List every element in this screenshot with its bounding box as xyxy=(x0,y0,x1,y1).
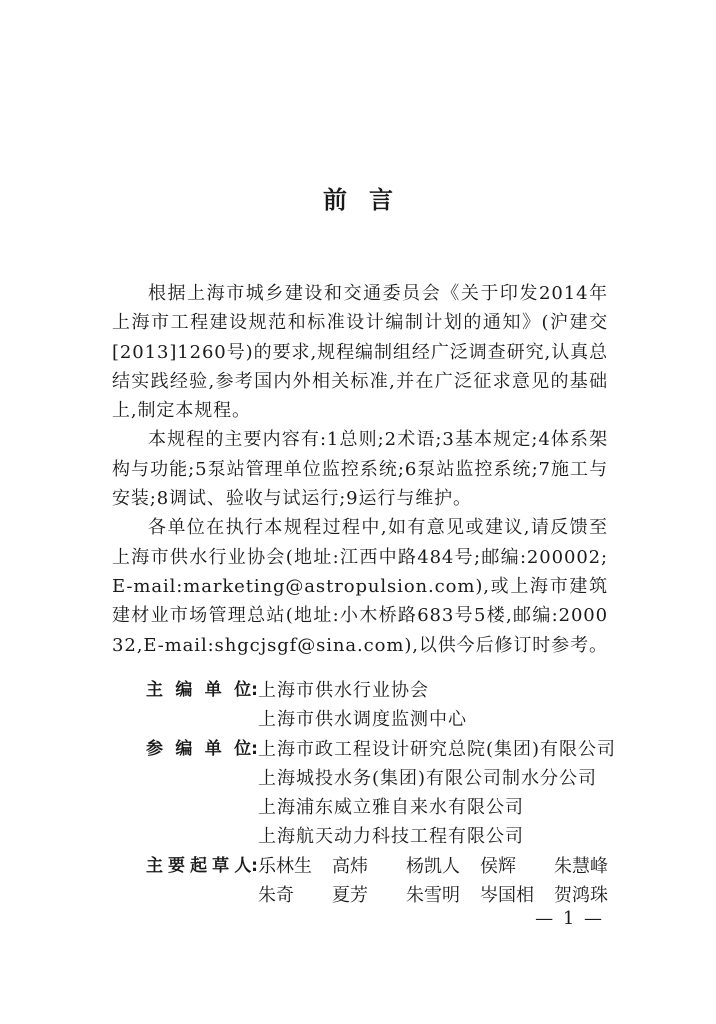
participating-editors-units xyxy=(258,735,616,852)
paragraph-feedback: 各单位在执行本规程过程中,如有意见或建议,请反馈至上海市供水行业协会(地址:江西中路484号;邮编:200002;E-mail:marketing@astropulsion.com),或上海市建筑建材业市场管理总站(地址:小木桥路683号5楼,邮编:200032,E-mail:shgcjsgf@sina.com),以供今后修订时参考。 xyxy=(112,517,608,656)
label-char: 要 xyxy=(168,855,186,876)
drafter-name: 乐林生 xyxy=(258,855,312,877)
chief-editor-row xyxy=(146,676,616,735)
drafter-name: 杨凯人 xyxy=(406,855,460,877)
drafter-name: 侯辉 xyxy=(480,855,516,877)
participating-unit: 上海浦东威立雅自来水有限公司 xyxy=(258,797,524,819)
page-number: — 1 — xyxy=(535,908,604,929)
chief-editor-label xyxy=(146,676,258,705)
participating-editors-label xyxy=(146,735,258,764)
paragraph-basis: 根据上海市城乡建设和交通委员会《关于印发2014年上海市工程建设规范和标准设计编制计划的通知》(沪建交[2013]1260号)的要求,规程编制组经广泛调查研究,认真总结实践经验,参考国内外相关标准,并在广泛征求意见的基础上,制定本规程。 xyxy=(112,283,608,422)
credits-section xyxy=(146,676,616,910)
drafter-name: 朱慧峰 xyxy=(554,855,608,877)
drafter-name: 岑国相 xyxy=(480,885,534,907)
drafter-name: 朱雪明 xyxy=(406,885,460,907)
label-char: 位: xyxy=(234,680,258,700)
label-char: 参 xyxy=(146,738,163,759)
paragraph-contents: 本规程的主要内容有:1总则;2术语;3基本规定;4体系架构与功能;5泵站管理单位监控系统;6泵站监控系统;7施工与安装;8调试、验收与试运行;9运行与维护。 xyxy=(112,429,608,510)
main-drafters-label xyxy=(146,852,258,881)
chief-editor-unit: 上海市供水调度监测中心 xyxy=(258,709,467,731)
drafter-name: 贺鸿珠 xyxy=(554,885,608,907)
participating-editors-row xyxy=(146,735,616,852)
participating-unit: 上海市政工程设计研究总院(集团)有限公司 xyxy=(258,738,617,760)
label-char: 人: xyxy=(234,855,258,876)
main-drafters-names xyxy=(258,852,628,911)
label-char: 草 xyxy=(212,855,230,876)
label-char: 主 xyxy=(146,680,163,700)
participating-unit: 上海城投水务(集团)有限公司制水分公司 xyxy=(258,767,598,789)
label-char: 主 xyxy=(146,855,163,876)
participating-unit: 上海航天动力科技工程有限公司 xyxy=(258,826,524,848)
label-char: 编 xyxy=(175,680,193,700)
drafter-name: 高炜 xyxy=(332,855,368,877)
chief-editor-unit: 上海市供水行业协会 xyxy=(258,680,429,701)
label-char: 起 xyxy=(190,855,208,876)
drafter-name: 朱奇 xyxy=(258,885,294,907)
label-char: 编 xyxy=(175,738,193,759)
drafter-name: 夏芳 xyxy=(332,885,368,907)
body-text xyxy=(112,279,608,660)
label-char: 单 xyxy=(204,738,222,759)
label-char: 单 xyxy=(204,680,222,700)
label-char: 位: xyxy=(234,738,258,759)
chief-editor-units xyxy=(258,676,616,735)
main-drafters-row xyxy=(146,852,616,911)
page-title: 前言 xyxy=(323,186,415,214)
